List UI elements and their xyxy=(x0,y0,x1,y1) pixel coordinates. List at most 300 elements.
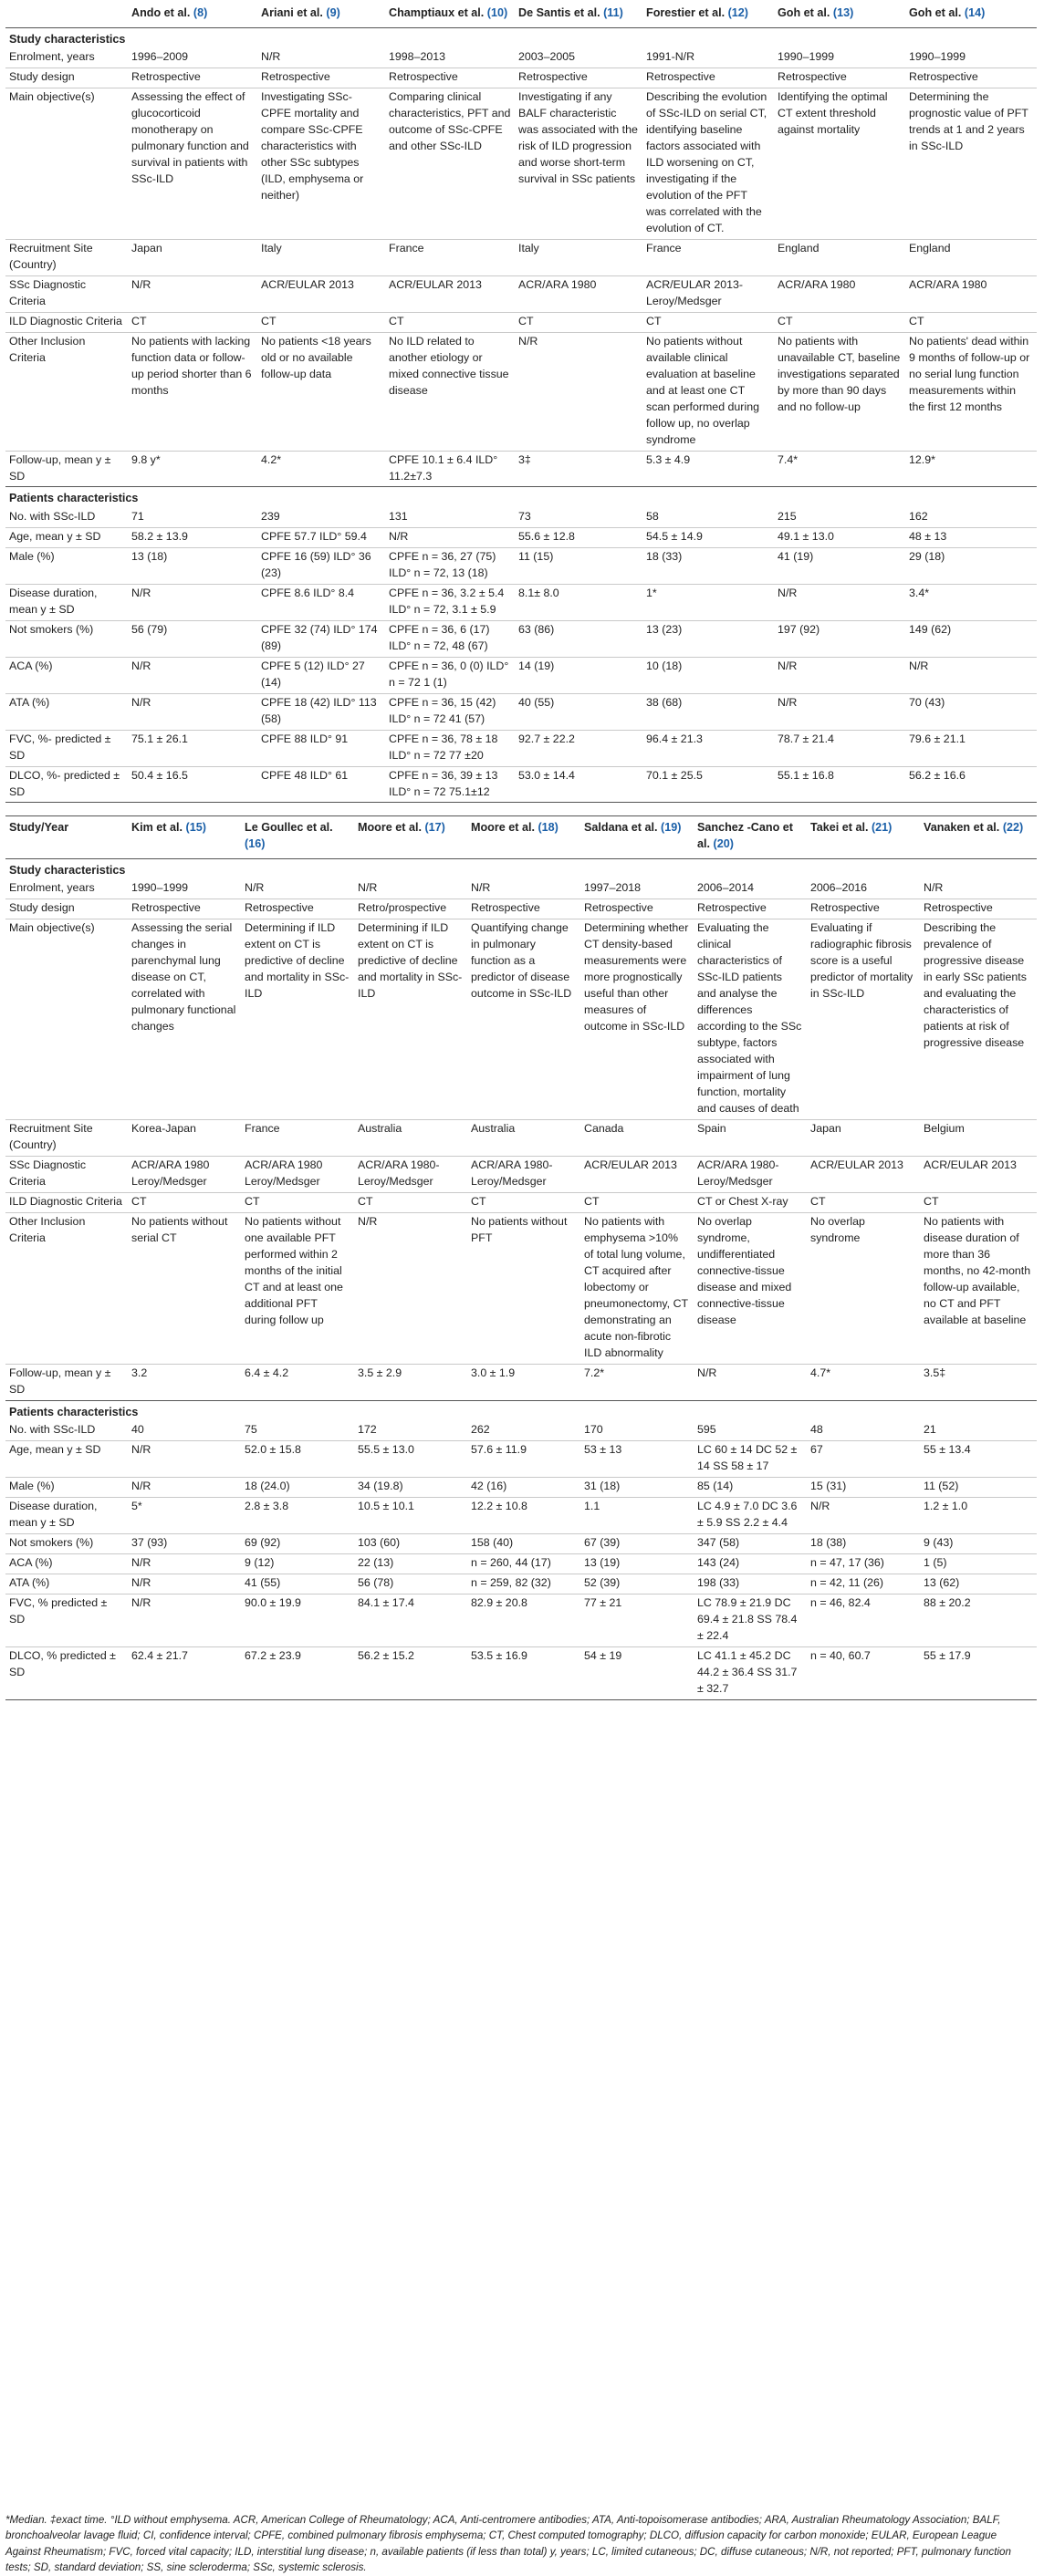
table-cell: No patients with emphysema >10% of total lung volume, CT acquired after lobectomy or pneumonectomy, CT demonstrating an acute non-fibrotic ILD abnormality xyxy=(580,1212,694,1364)
study-column-header: Ariani et al. (9) xyxy=(257,4,385,27)
table-cell: Assessing the serial changes in parenchymal lung disease on CT, correlated with pulmonary functional changes xyxy=(128,919,241,1119)
table-cell: CT xyxy=(920,1192,1037,1212)
table-cell: 4.2* xyxy=(261,452,282,466)
table-cell: Retrospective xyxy=(807,898,920,919)
table-cell: 22 (13) xyxy=(354,1553,467,1574)
table-row xyxy=(5,1574,1037,1594)
table-cell: 67.2 ± 23.9 xyxy=(241,1646,354,1699)
table-cell: 70.1 ± 25.5 xyxy=(642,766,774,803)
table-cell: n = 42, 11 (26) xyxy=(807,1574,920,1594)
table-cell: N/R xyxy=(241,879,354,898)
row-label: Study design xyxy=(5,68,128,88)
row-label: Other Inclusion Criteria xyxy=(5,332,128,451)
study-column-header: Moore et al. (18) xyxy=(467,816,580,858)
table-cell: 170 xyxy=(580,1421,694,1440)
table-cell: 69 (92) xyxy=(241,1533,354,1553)
table-row xyxy=(5,508,1037,527)
table-cell: ACR/ARA 1980 xyxy=(515,275,642,312)
document-sheet xyxy=(5,4,1037,1700)
table-cell: 40 (55) xyxy=(515,693,642,730)
table-cell: CT or Chest X-ray xyxy=(694,1192,807,1212)
table-cell: Italy xyxy=(257,239,385,275)
table-body xyxy=(5,858,1037,1699)
table-cell: 143 (24) xyxy=(694,1553,807,1574)
table-cell: 84.1 ± 17.4 xyxy=(354,1594,467,1646)
table-cell: 53 ± 13 xyxy=(580,1440,694,1477)
table-row xyxy=(5,1497,1037,1533)
table-footnote: *Median. ‡exact time. °ILD without emphysema. ACR, American College of Rheumatology; ACA, Anti-centromere antibodies; ATA, Anti-topoisomerase antibodies; ARA, Australian Rheumatology Association; BALF, bronchoalveolar lavage fluid; CI, confidence interval; CPFE, combined pulmonary fibrosis emphysema; CT, Chest computed tomography; DLCO, diffusion capacity for carbon monoxide; EULAR, European League Against Rheumatism; FVC, forced vital capacity; ILD, interstitial lung disease; n, available patients (if less than total) y, years; LC, limited cutaneous; DC, diffuse cutaneous; N/R, not reported; PFT, pulmonary function tests; SD, standard deviation; SS, sine scleroderma; SSc, systemic sclerosis. xyxy=(5,2514,1011,2574)
table-cell: N/R xyxy=(128,693,257,730)
table-cell: N/R xyxy=(257,48,385,68)
table-row xyxy=(5,312,1037,332)
table-cell: N/R xyxy=(128,1553,241,1574)
table-cell: 54 ± 19 xyxy=(580,1646,694,1699)
table-row xyxy=(5,1594,1037,1646)
table-cell: 41 (55) xyxy=(241,1574,354,1594)
table-cell: 198 (33) xyxy=(694,1574,807,1594)
table-cell: 9.8 y* xyxy=(131,452,161,466)
table-cell: No patients' dead within 9 months of follow-up or no serial lung function measurements within the first 12 months xyxy=(905,332,1037,451)
table-cell: CPFE 5 (12) ILD° 27 (14) xyxy=(257,657,385,693)
table-cell: CT xyxy=(580,1192,694,1212)
table-cell: 53.5 ± 16.9 xyxy=(467,1646,580,1699)
table-cell: CPFE n = 36, 6 (17) ILD° n = 72, 48 (67) xyxy=(385,620,515,657)
table-cell: 55.5 ± 13.0 xyxy=(354,1440,467,1477)
table-body xyxy=(5,27,1037,803)
table-cell: LC 41.1 ± 45.2 DC 44.2 ± 36.4 SS 31.7 ± 32.7 xyxy=(694,1646,807,1699)
row-label: Disease duration, mean y ± SD xyxy=(5,1497,128,1533)
table-cell: 13 (62) xyxy=(920,1574,1037,1594)
table-cell: 197 (92) xyxy=(774,620,905,657)
table-cell: 78.7 ± 21.4 xyxy=(774,730,905,766)
table-cell: 262 xyxy=(467,1421,580,1440)
table-cell: CT xyxy=(905,312,1037,332)
table-cell: CT xyxy=(467,1192,580,1212)
table-cell: 5* xyxy=(128,1497,241,1533)
table-cell: LC 78.9 ± 21.9 DC 69.4 ± 21.8 SS 78.4 ± 22.4 xyxy=(694,1594,807,1646)
table-cell: 1.2 ± 1.0 xyxy=(920,1497,1037,1533)
table-cell: 5.3 ± 4.9 xyxy=(646,452,691,466)
table-cell: 215 xyxy=(774,508,905,527)
table-cell: 21 xyxy=(920,1421,1037,1440)
table-cell: 90.0 ± 19.9 xyxy=(241,1594,354,1646)
table-cell: 6.4 ± 4.2 xyxy=(245,1366,289,1379)
row-label: Male (%) xyxy=(5,1477,128,1497)
table-row xyxy=(5,919,1037,1119)
table-cell: 41 (19) xyxy=(774,547,905,584)
table-cell: 56 (78) xyxy=(354,1574,467,1594)
table-cell: CT xyxy=(774,312,905,332)
table-cell: 10 (18) xyxy=(642,657,774,693)
table-cell: No patients without one available PFT performed within 2 months of the initial CT and at least one additional PFT during follow up xyxy=(241,1212,354,1364)
table-cell: CPFE 10.1 ± 6.4 ILD° 11.2±7.3 xyxy=(389,452,498,483)
table-cell: 79.6 ± 21.1 xyxy=(905,730,1037,766)
table-cell: 58.2 ± 13.9 xyxy=(128,527,257,547)
table-cell: No patients without serial CT xyxy=(128,1212,241,1364)
table-cell: 3.5‡ xyxy=(924,1366,946,1379)
table-row xyxy=(5,657,1037,693)
study-column-header: Saldana et al. (19) xyxy=(580,816,694,858)
table-cell: ACR/ARA 1980 xyxy=(905,275,1037,312)
row-label: No. with SSc-ILD xyxy=(5,1421,128,1440)
row-label: Main objective(s) xyxy=(5,88,128,239)
table-cell: 11 (52) xyxy=(920,1477,1037,1497)
table-row xyxy=(5,1646,1037,1699)
table-cell: 3.0 ± 1.9 xyxy=(471,1366,516,1379)
table-cell: 13 (18) xyxy=(128,547,257,584)
table-cell: 7.4* xyxy=(778,452,799,466)
table-cell: Retrospective xyxy=(905,68,1037,88)
table-cell: 12.2 ± 10.8 xyxy=(467,1497,580,1533)
study-column-header: Moore et al. (17) xyxy=(354,816,467,858)
section-title: Patients characteristics xyxy=(5,1400,1037,1421)
table-cell: Investigating if any BALF characteristic was associated with the risk of ILD progression and worse short-term survival in SSc patients xyxy=(515,88,642,239)
table-row xyxy=(5,730,1037,766)
table-cell: LC 60 ± 14 DC 52 ± 14 SS 58 ± 17 xyxy=(694,1440,807,1477)
table-row xyxy=(5,68,1037,88)
section-title: Study characteristics xyxy=(9,32,126,46)
table-cell: Australia xyxy=(467,1119,580,1156)
row-label: ACA (%) xyxy=(5,1553,128,1574)
table-cell: 1991-N/R xyxy=(642,48,774,68)
table-cell: N/R xyxy=(920,879,1037,898)
table-cell: 82.9 ± 20.8 xyxy=(467,1594,580,1646)
table-cell: ACR/EULAR 2013 xyxy=(807,1156,920,1192)
table-cell: N/R xyxy=(128,275,257,312)
table-cell: 42 (16) xyxy=(467,1477,580,1497)
row-label: Recruitment Site (Country) xyxy=(5,1119,128,1156)
row-label: Enrolment, years xyxy=(5,879,128,898)
table-cell: 55.1 ± 16.8 xyxy=(774,766,905,803)
table-cell: 53.0 ± 14.4 xyxy=(515,766,642,803)
table-cell: CT xyxy=(354,1192,467,1212)
table-cell: 58 xyxy=(642,508,774,527)
table-cell: ACR/ARA 1980-Leroy/Medsger xyxy=(694,1156,807,1192)
row-label: Main objective(s) xyxy=(5,919,128,1119)
table-cell: No patients with unavailable CT, baseline investigations separated by more than 90 days and no follow-up xyxy=(774,332,905,451)
table-cell: 40 xyxy=(128,1421,241,1440)
table-cell: No patients without available clinical evaluation at baseline and at least one CT scan performed during follow up, no overlap syndrome xyxy=(642,332,774,451)
table-row xyxy=(5,898,1037,919)
table-cell: ACR/EULAR 2013 xyxy=(920,1156,1037,1192)
row-label: Other Inclusion Criteria xyxy=(5,1212,128,1364)
table-cell: N/R xyxy=(774,657,905,693)
row-label: Study design xyxy=(5,898,128,919)
table-cell: Retrospective xyxy=(774,68,905,88)
table-row xyxy=(5,275,1037,312)
table-cell: Determining the prognostic value of PFT trends at 1 and 2 years in SSc-ILD xyxy=(905,88,1037,239)
table-cell: Retrospective xyxy=(515,68,642,88)
table-row xyxy=(5,1192,1037,1212)
row-label: ILD Diagnostic Criteria xyxy=(5,312,128,332)
table-cell: 158 (40) xyxy=(467,1533,580,1553)
table-cell: 1.1 xyxy=(580,1497,694,1533)
table-cell: CT xyxy=(385,312,515,332)
table-cell: 2003–2005 xyxy=(515,48,642,68)
table-cell: CT xyxy=(515,312,642,332)
table-row xyxy=(5,527,1037,547)
table-cell: N/R xyxy=(467,879,580,898)
table-cell: N/R xyxy=(385,527,515,547)
table-cell: ACR/ARA 1980 xyxy=(774,275,905,312)
studies-table-part-1 xyxy=(5,4,1037,803)
study-column-header: Forestier et al. (12) xyxy=(642,4,774,27)
table-cell: CPFE n = 36, 15 (42) ILD° n = 72 41 (57) xyxy=(385,693,515,730)
table-cell: CPFE 16 (59) ILD° 36 (23) xyxy=(257,547,385,584)
table-cell: n = 259, 82 (32) xyxy=(467,1574,580,1594)
table-row xyxy=(5,1119,1037,1156)
row-label: Follow-up, mean y ± SD xyxy=(9,452,111,483)
table-cell: 85 (14) xyxy=(694,1477,807,1497)
row-label: ACA (%) xyxy=(5,657,128,693)
table-cell: ACR/ARA 1980-Leroy/Medsger xyxy=(354,1156,467,1192)
table-cell: 62.4 ± 21.7 xyxy=(128,1646,241,1699)
section-header-row xyxy=(5,27,1037,48)
table-cell: Retrospective xyxy=(920,898,1037,919)
table-cell: 1 (5) xyxy=(920,1553,1037,1574)
table-cell: No ILD related to another etiology or mixed connective tissue disease xyxy=(385,332,515,451)
section-header-row xyxy=(5,487,1037,508)
table-cell: 48 xyxy=(807,1421,920,1440)
table-cell: Quantifying change in pulmonary function as a predictor of disease outcome in SSc-ILD xyxy=(467,919,580,1119)
table-cell: CPFE n = 36, 3.2 ± 5.4 ILD° n = 72, 3.1 ± 5.9 xyxy=(385,584,515,620)
row-label: SSc Diagnostic Criteria xyxy=(5,1156,128,1192)
table-cell: France xyxy=(241,1119,354,1156)
table-cell: 52 (39) xyxy=(580,1574,694,1594)
header-corner: Study/Year xyxy=(5,816,128,858)
row-label: ATA (%) xyxy=(5,1574,128,1594)
table-row xyxy=(5,332,1037,451)
table-cell: ACR/EULAR 2013-Leroy/Medsger xyxy=(642,275,774,312)
table-cell: 71 xyxy=(128,508,257,527)
table-cell: 55 ± 17.9 xyxy=(920,1646,1037,1699)
table-cell: No patients with disease duration of more than 36 months, no 42-month follow-up available, no CT and PFT available at baseline xyxy=(920,1212,1037,1364)
table-cell: N/R xyxy=(128,657,257,693)
table-row xyxy=(5,620,1037,657)
table-cell: N/R xyxy=(128,1477,241,1497)
table-cell: 67 xyxy=(807,1440,920,1477)
table-cell: CPFE 57.7 ILD° 59.4 xyxy=(257,527,385,547)
table-cell: Japan xyxy=(128,239,257,275)
table-cell: N/R xyxy=(128,584,257,620)
table-cell: Korea-Japan xyxy=(128,1119,241,1156)
table-row xyxy=(5,879,1037,898)
table-cell: CPFE n = 36, 27 (75) ILD° n = 72, 13 (18) xyxy=(385,547,515,584)
table-cell: 4.7* xyxy=(810,1366,831,1379)
table-cell: 14 (19) xyxy=(515,657,642,693)
row-label: FVC, % predicted ± SD xyxy=(5,1594,128,1646)
table-header-row xyxy=(5,4,1037,27)
table-row xyxy=(5,1421,1037,1440)
table-cell: No overlap syndrome, undifferentiated connective-tissue disease and mixed connective-tissue disease xyxy=(694,1212,807,1364)
studies-table-part-2 xyxy=(5,815,1037,1699)
table-cell: No patients with lacking function data or follow- up period shorter than 6 months xyxy=(128,332,257,451)
table-cell: Retrospective xyxy=(128,68,257,88)
table-cell: ACR/EULAR 2013 xyxy=(580,1156,694,1192)
table-cell: CT xyxy=(807,1192,920,1212)
study-column-header: Sanchez -Cano et al. (20) xyxy=(694,816,807,858)
table-cell: Determining if ILD extent on CT is predictive of decline and mortality in SSc-ILD xyxy=(354,919,467,1119)
table-cell: 3.5 ± 2.9 xyxy=(358,1366,402,1379)
table-cell: Identifying the optimal CT extent threshold against mortality xyxy=(774,88,905,239)
table-cell: Retrospective xyxy=(241,898,354,919)
table-row xyxy=(5,1440,1037,1477)
study-column-header: Goh et al. (14) xyxy=(905,4,1037,27)
table-cell: N/R xyxy=(807,1497,920,1533)
table-row xyxy=(5,48,1037,68)
table-cell: France xyxy=(385,239,515,275)
table-cell: 103 (60) xyxy=(354,1533,467,1553)
table-cell: 7.2* xyxy=(584,1366,605,1379)
table-cell: 9 (12) xyxy=(241,1553,354,1574)
table-cell: 75 xyxy=(241,1421,354,1440)
table-cell: CPFE 88 ILD° 91 xyxy=(257,730,385,766)
row-label: ILD Diagnostic Criteria xyxy=(5,1192,128,1212)
table-cell: England xyxy=(905,239,1037,275)
row-label: No. with SSc-ILD xyxy=(5,508,128,527)
table-cell: 67 (39) xyxy=(580,1533,694,1553)
table-cell: CT xyxy=(241,1192,354,1212)
table-row xyxy=(5,451,1037,487)
table-cell: 2006–2016 xyxy=(807,879,920,898)
table-cell: 162 xyxy=(905,508,1037,527)
table-cell: CPFE n = 36, 39 ± 13 ILD° n = 72 75.1±12 xyxy=(385,766,515,803)
table-cell: 13 (23) xyxy=(642,620,774,657)
study-column-header: Ando et al. (8) xyxy=(128,4,257,27)
table-cell: CT xyxy=(257,312,385,332)
table-cell: 52.0 ± 15.8 xyxy=(241,1440,354,1477)
table-cell: 1996–2009 xyxy=(128,48,257,68)
table-cell: 13 (19) xyxy=(580,1553,694,1574)
table-cell: Retrospective xyxy=(257,68,385,88)
table-cell: 1* xyxy=(642,584,774,620)
table-cell: 54.5 ± 14.9 xyxy=(642,527,774,547)
study-column-header: Kim et al. (15) xyxy=(128,816,241,858)
table-cell: N/R xyxy=(128,1440,241,1477)
table-cell: Retro/prospective xyxy=(354,898,467,919)
row-label: Follow-up, mean y ± SD xyxy=(9,1366,111,1396)
table-cell: 239 xyxy=(257,508,385,527)
table-row xyxy=(5,1156,1037,1192)
table-row xyxy=(5,239,1037,275)
table-cell: 18 (38) xyxy=(807,1533,920,1553)
table-cell: 63 (86) xyxy=(515,620,642,657)
table-cell: CT xyxy=(128,1192,241,1212)
table-cell: 12.9* xyxy=(909,452,935,466)
table-cell: Japan xyxy=(807,1119,920,1156)
table-cell: N/R xyxy=(354,1212,467,1364)
table-cell: 15 (31) xyxy=(807,1477,920,1497)
table-row xyxy=(5,1212,1037,1364)
table-cell: Retrospective xyxy=(467,898,580,919)
table-cell: ACR/EULAR 2013 xyxy=(257,275,385,312)
table-cell: 96.4 ± 21.3 xyxy=(642,730,774,766)
table-cell: 37 (93) xyxy=(128,1533,241,1553)
table-cell: 75.1 ± 26.1 xyxy=(128,730,257,766)
table-header-row xyxy=(5,816,1037,858)
table-cell: CT xyxy=(128,312,257,332)
study-column-header: Le Goullec et al. (16) xyxy=(241,816,354,858)
study-column-header: Champtiaux et al. (10) xyxy=(385,4,515,27)
table-cell: 49.1 ± 13.0 xyxy=(774,527,905,547)
row-label: DLCO, %- predicted ± SD xyxy=(5,766,128,803)
table-cell: 57.6 ± 11.9 xyxy=(467,1440,580,1477)
table-cell: CPFE n = 36, 0 (0) ILD° n = 72 1 (1) xyxy=(385,657,515,693)
study-column-header: Goh et al. (13) xyxy=(774,4,905,27)
table-cell: 172 xyxy=(354,1421,467,1440)
table-cell: CPFE 8.6 ILD° 8.4 xyxy=(257,584,385,620)
table-cell: 56.2 ± 15.2 xyxy=(354,1646,467,1699)
row-label: DLCO, % predicted ± SD xyxy=(5,1646,128,1699)
table-cell: N/R xyxy=(515,332,642,451)
row-label: Enrolment, years xyxy=(5,48,128,68)
section-header-row xyxy=(5,858,1037,879)
table-cell: 9 (43) xyxy=(920,1533,1037,1553)
table-cell: N/R xyxy=(128,1574,241,1594)
table-cell: Retrospective xyxy=(385,68,515,88)
table-row xyxy=(5,584,1037,620)
table-cell: Describing the prevalence of progressive disease in early SSc patients and evaluating the characteristics of patients at risk of progressive disease xyxy=(920,919,1037,1119)
table-cell: 77 ± 21 xyxy=(580,1594,694,1646)
table-cell: 1990–1999 xyxy=(774,48,905,68)
table-cell: CPFE 48 ILD° 61 xyxy=(257,766,385,803)
table-cell: ACR/ARA 1980 Leroy/Medsger xyxy=(241,1156,354,1192)
table-cell: N/R xyxy=(774,584,905,620)
table-cell: LC 4.9 ± 7.0 DC 3.6 ± 5.9 SS 2.2 ± 4.4 xyxy=(694,1497,807,1533)
table-cell: 3‡ xyxy=(518,452,531,466)
table-cell: N/R xyxy=(774,693,905,730)
row-label: Age, mean y ± SD xyxy=(5,1440,128,1477)
table-cell: Retrospective xyxy=(580,898,694,919)
table-row xyxy=(5,547,1037,584)
table-row xyxy=(5,1553,1037,1574)
table-cell: 88 ± 20.2 xyxy=(920,1594,1037,1646)
table-cell: France xyxy=(642,239,774,275)
table-row xyxy=(5,88,1037,239)
table-cell: n = 47, 17 (36) xyxy=(807,1553,920,1574)
table-cell: N/R xyxy=(905,657,1037,693)
table-cell: 48 ± 13 xyxy=(905,527,1037,547)
row-label: Not smokers (%) xyxy=(5,620,128,657)
table-cell: n = 46, 82.4 xyxy=(807,1594,920,1646)
table-cell: Comparing clinical characteristics, PFT and outcome of SSc-CPFE and other SSc-ILD xyxy=(385,88,515,239)
table-cell: 2006–2014 xyxy=(694,879,807,898)
table-row xyxy=(5,1364,1037,1400)
table-cell: CT xyxy=(642,312,774,332)
table-cell: CPFE n = 36, 78 ± 18 ILD° n = 72 77 ±20 xyxy=(385,730,515,766)
table-cell: Retrospective xyxy=(694,898,807,919)
table-cell: Australia xyxy=(354,1119,467,1156)
table-cell: 149 (62) xyxy=(905,620,1037,657)
table-cell: 31 (18) xyxy=(580,1477,694,1497)
row-label: Not smokers (%) xyxy=(5,1533,128,1553)
table-cell: Determining if ILD extent on CT is predictive of decline and mortality in SSc-ILD xyxy=(241,919,354,1119)
row-label: FVC, %- predicted ± SD xyxy=(5,730,128,766)
table-cell: 595 xyxy=(694,1421,807,1440)
study-column-header: De Santis et al. (11) xyxy=(515,4,642,27)
table-cell: 92.7 ± 22.2 xyxy=(515,730,642,766)
table-cell: 131 xyxy=(385,508,515,527)
row-label: ATA (%) xyxy=(5,693,128,730)
table-cell: Investigating SSc-CPFE mortality and compare SSc-CPFE characteristics with other SSc subtypes (ILD, emphysema or neither) xyxy=(257,88,385,239)
table-cell: N/R xyxy=(697,1366,717,1379)
table-cell: 70 (43) xyxy=(905,693,1037,730)
table-cell: 18 (24.0) xyxy=(241,1477,354,1497)
table-cell: 1990–1999 xyxy=(128,879,241,898)
table-cell: 56.2 ± 16.6 xyxy=(905,766,1037,803)
table-cell: ACR/ARA 1980 Leroy/Medsger xyxy=(128,1156,241,1192)
table-cell: CPFE 32 (74) ILD° 174 (89) xyxy=(257,620,385,657)
